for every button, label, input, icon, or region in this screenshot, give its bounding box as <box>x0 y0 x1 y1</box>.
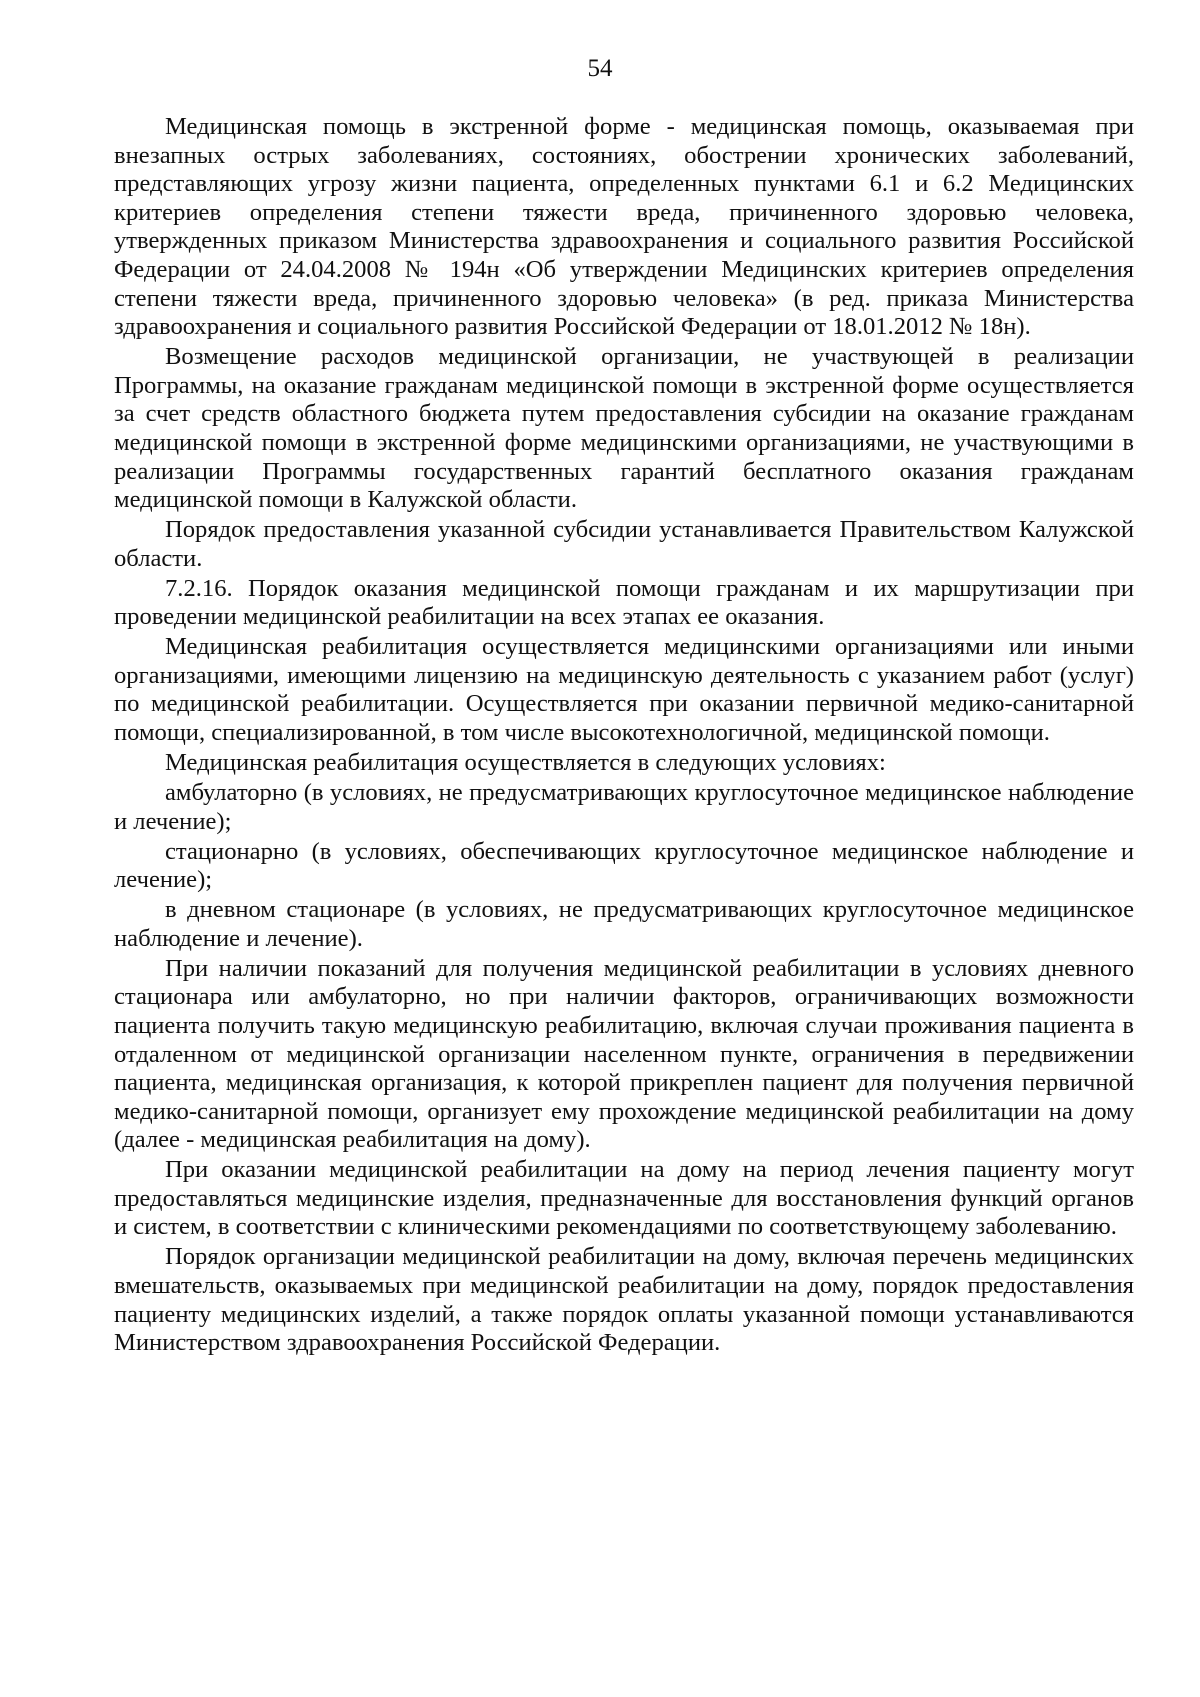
paragraph-home-rehabilitation: При наличии показаний для получения медицинской реабилитации в условиях дневного стационара или амбулаторно, но при наличии факторов, ограничивающих возможности пациента получить такую медицинскую реабилитацию, включая случаи проживания пациента в отдаленном от медицинской организации населенном пункте, ограничения в передвижении пациента, медицинская организация, к которой прикреплен пациент для получения первичной медико-санитарной помощи, организует ему прохождение медицинской реабилитации на дому (далее - медицинская реабилитация на дому). <box>114 954 1134 1154</box>
paragraph-home-rehabilitation-procedure: Порядок организации медицинской реабилитации на дому, включая перечень медицинских вмешательств, оказываемых при медицинской реабилитации на дому, порядок предоставления пациенту медицинских изделий, а также порядок оплаты указанной помощи устанавливаются Министерством здравоохранения Российской Федерации. <box>114 1243 1134 1357</box>
paragraph-expense-reimbursement: Возмещение расходов медицинской организации, не участвующей в реализации Программы, на оказание гражданам медицинской помощи в экстренной форме осуществляется за счет средств областного бюджета путем предоставления субсидии на оказание гражданам медицинской помощи в экстренной форме медицинскими организациями, не участвующими в реализации Программы государственных гарантий бесплатного оказания гражданам медицинской помощи в Калужской области. <box>114 343 1134 514</box>
paragraph-emergency-care-definition: Медицинская помощь в экстренной форме - медицинская помощь, оказываемая при внезапных острых заболеваниях, состояниях, обострении хронических заболеваний, представляющих угрозу жизни пациента, определенных пунктами 6.1 и 6.2 Медицинских критериев определения степени тяжести вреда, причиненного здоровью человека, утвержденных приказом Министерства здравоохранения и социального развития Российской Федерации от 24.04.2008 № 194н «Об утверждении Медицинских критериев определения степени тяжести вреда, причиненного здоровью человека» (в ред. приказа Министерства здравоохранения и социального развития Российской Федерации от 18.01.2012 № 18н). <box>114 113 1134 341</box>
paragraph-rehabilitation-providers: Медицинская реабилитация осуществляется медицинскими организациями или иными организациями, имеющими лицензию на медицинскую деятельность с указанием работ (услуг) по медицинской реабилитации. Осуществляется при оказании первичной медико-санитарной помощи, специализированной, в том числе высокотехнологичной, медицинской помощи. <box>114 633 1134 747</box>
paragraph-rehabilitation-conditions: Медицинская реабилитация осуществляется в следующих условиях: <box>165 749 886 777</box>
document-body <box>114 113 1134 1359</box>
paragraph-medical-devices: При оказании медицинской реабилитации на дому на период лечения пациенту могут предоставляться медицинские изделия, предназначенные для восстановления функций органов и систем, в соответствии с клиническими рекомендациями по соответствующему заболеванию. <box>114 1156 1134 1241</box>
paragraph-section-7-2-16: 7.2.16. Порядок оказания медицинской помощи гражданам и их маршрутизации при проведении медицинской реабилитации на всех этапах ее оказания. <box>114 574 1134 631</box>
paragraph-condition-outpatient: амбулаторно (в условиях, не предусматривающих круглосуточное медицинское наблюдение и лечение); <box>114 779 1134 835</box>
paragraph-condition-day-hospital: в дневном стационаре (в условиях, не предусматривающих круглосуточное медицинское наблюдение и лечение). <box>114 896 1134 952</box>
paragraph-subsidy-procedure: Порядок предоставления указанной субсидии устанавливается Правительством Калужской области. <box>114 516 1134 572</box>
paragraph-condition-inpatient: стационарно (в условиях, обеспечивающих круглосуточное медицинское наблюдение и лечение); <box>114 837 1134 894</box>
page-number: 54 <box>587 55 613 82</box>
